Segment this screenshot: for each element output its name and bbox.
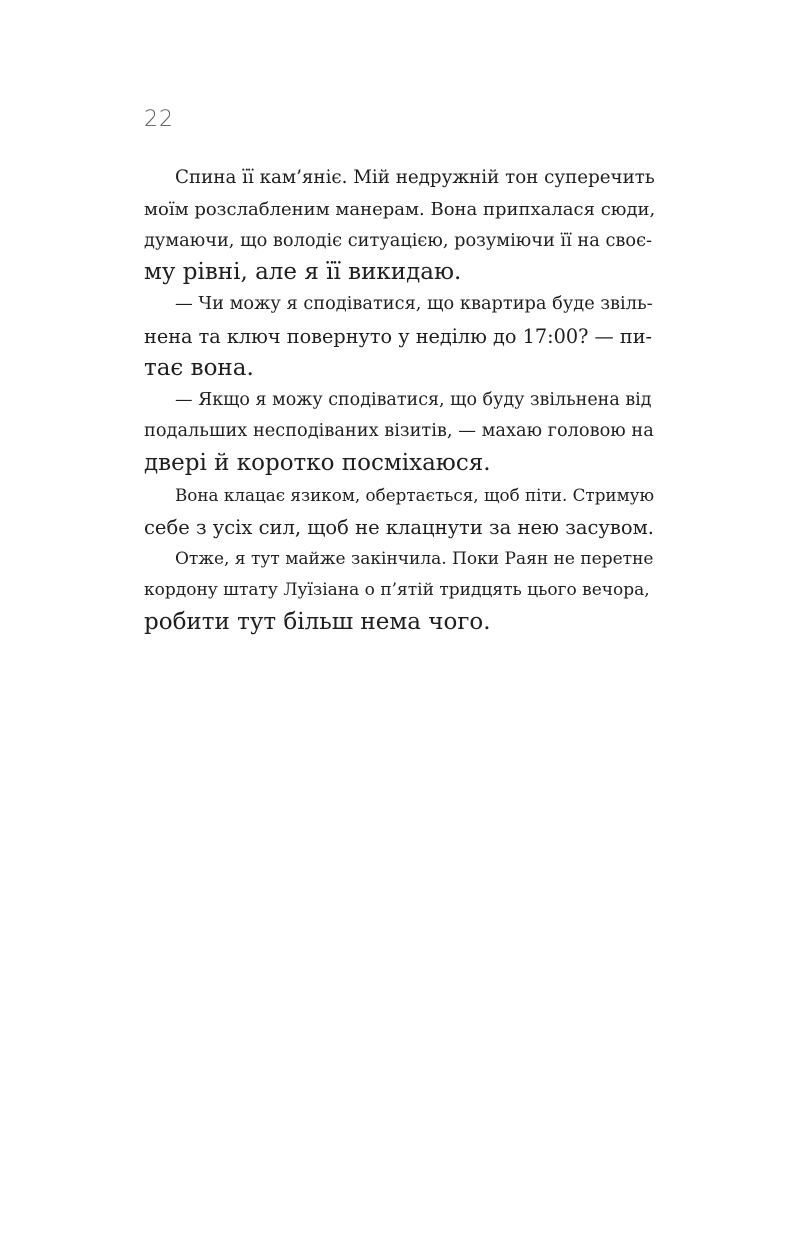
text-line: подальших несподіваних візитів, — махаю головою на — [144, 421, 654, 442]
text-line: Спина її кам’яніє. Мій недружній тон суперечить — [175, 167, 655, 188]
text-line: — Чи можу я сподіватися, що квартира буде звіль- — [175, 294, 653, 315]
text-line: му рівні, але я її викидаю. — [144, 259, 462, 286]
page-text — [144, 162, 656, 639]
text-line: моїм розслабленим манерам. Вона припхалася сюди, — [144, 198, 656, 220]
text-line: нена та ключ повернуто у неділю до 17:00? — пи- — [144, 324, 653, 348]
text-line: Отже, я тут майже закінчила. Поки Раян не перетне — [175, 548, 654, 569]
text-line: робити тут більш нема чого. — [144, 609, 491, 636]
text-line: себе з усіх сил, щоб не клацнути за нею засувом. — [144, 515, 654, 539]
text-line: тає вона. — [144, 354, 254, 381]
text-line: Вона клацає язиком, обертається, щоб піти. Стримую — [175, 484, 655, 505]
page-number: 22 — [144, 107, 174, 132]
text-line: кордону штату Луїзіана о п’ятій тридцять цього вечора, — [144, 580, 650, 601]
text-line: думаючи, що володіє ситуацією, розуміючи її на своє- — [144, 230, 653, 251]
text-line: двері й коротко посміхаюся. — [144, 450, 491, 477]
text-line: — Якщо я можу сподіватися, що буду звільнена від — [175, 389, 652, 410]
